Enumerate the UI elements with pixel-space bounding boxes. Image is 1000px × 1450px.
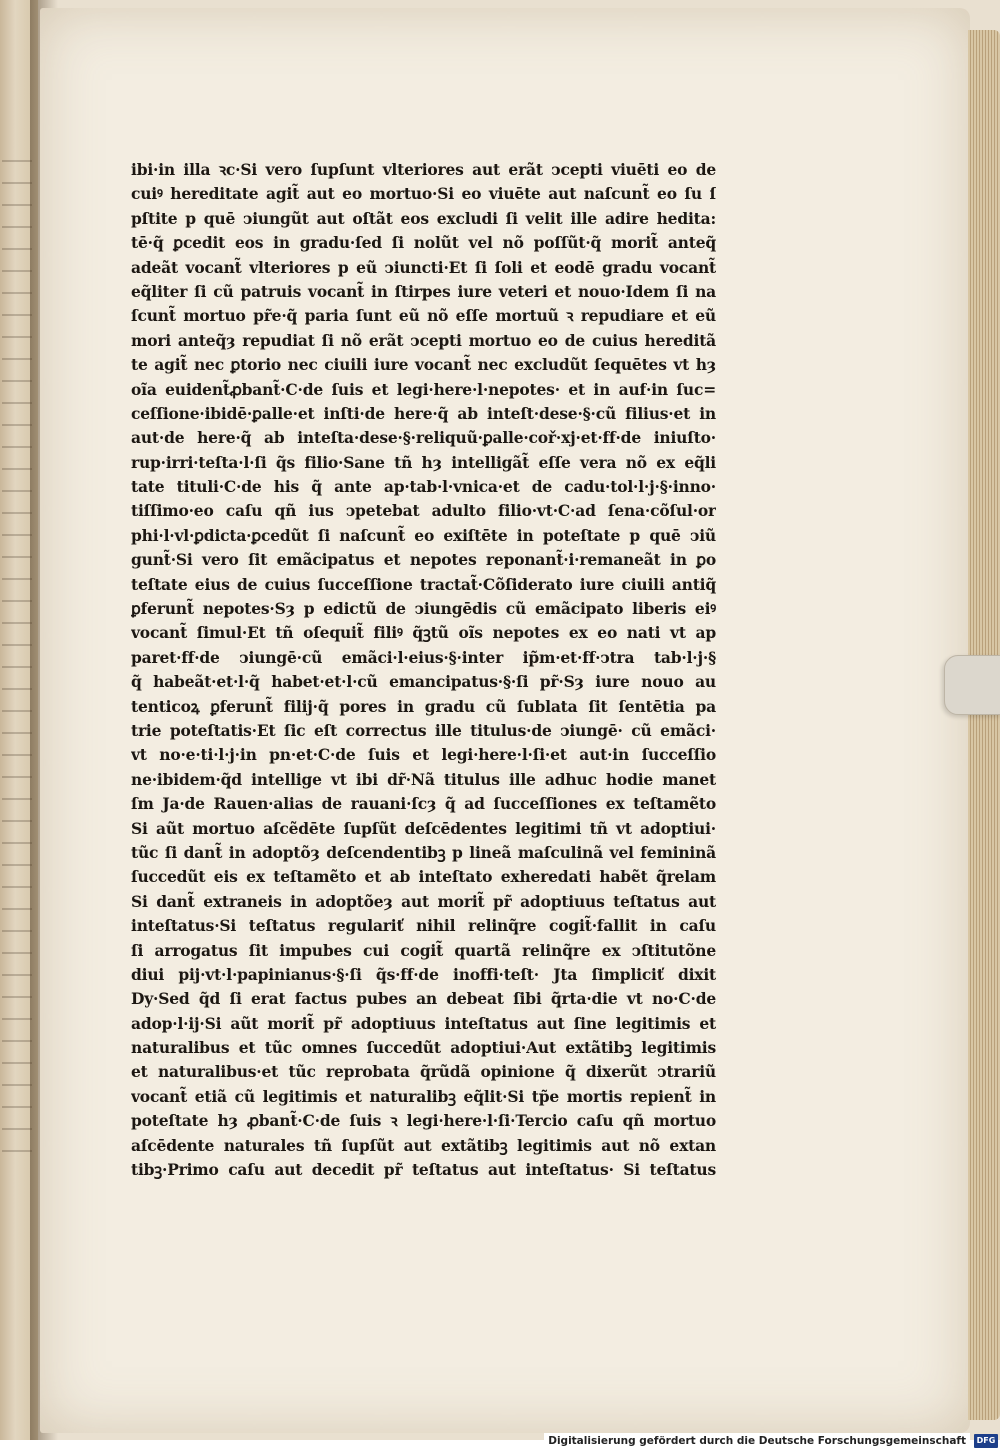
text-line: tiſſimo·eo caſu qñ ius ↄpetebat adulto filio·vt·C·ad ſena·cõſul·or: [131, 501, 716, 521]
text-line: Si dant̃ extraneis in adoptõeȝ aut morit̃ pr̃ adoptiuus teſtatus aut: [131, 891, 716, 911]
text-line: tenticoꝝ ꝑferunt̃ filij·q̃ pores in gradu cũ ſublata ſit ſentētia pa: [131, 696, 716, 716]
text-line: tũc ſi dant̃ in adoptõȝ deſcendentibꝫ p lineã maſculinã vel femininã: [131, 842, 716, 862]
text-line: vt no·e·ti·l·j·in pn·et·C·de ſuis et legi·here·l·ſi·et aut·in ſucceſſio: [131, 745, 716, 765]
text-line: aſcēdente naturales tñ ſupſũt aut extãtibꝫ legitimis aut nõ extan: [131, 1135, 716, 1155]
text-line: te agit̃ nec ꝑtorio nec ciuili iure vocant̃ nec excludũt ſequētes vt hȝ: [131, 355, 716, 375]
text-line: et naturalibus·et tũc reprobata q̃rũdã opinione q̃ dixerũt ↄtrariũ: [131, 1062, 716, 1082]
text-line: gunt̃·Si vero ſit emãcipatus et nepotes reponant̃·i·remaneãt in ꝑo: [131, 550, 716, 570]
text-line: ſm Ja·de Rauen·alias de rauani·ſcȝ q̃ ad ſucceſſiones ex teſtamẽto: [131, 794, 716, 814]
text-line: mori anteq̃ȝ repudiat ſi nõ erãt ↄcepti mortuo eo de cuius hereditã: [131, 330, 716, 350]
text-line: ſuccedũt eis ex teſtamẽto et ab inteſtato exheredati habẽt q̃relam: [131, 867, 716, 887]
text-line: teſtate eius de cuius ſucceſſione tractat̃·Cõſiderato iure ciuili antiq̃: [131, 574, 716, 594]
text-line: inteſtatus·Si teſtatus regulariť nihil relinq̃re cogit̃·fallit in caſu: [131, 916, 716, 936]
text-line: poteſtate hȝ ꝓbant̃·C·de ſuis ꝛ legi·here·l·ſi·Tercio caſu qñ mortuo: [131, 1111, 716, 1131]
text-line: eq̃liter ſi cũ patruis vocant̃ in ſtirpes iure veteri et nouo·Idem ſi na: [131, 281, 716, 301]
text-line: pſtite p quē ↄiungũt aut oſtãt eos excludi ſi velit ille adire hedita:: [131, 208, 716, 228]
text-line: ceſſione·ibidē·ꝑalle·et inſti·de here·q̃ ab inteſt·dese·§·cũ filius·et in: [131, 403, 716, 423]
page-tab-marker: [944, 655, 1000, 715]
text-line: ne·ibidem·q̃d intellige vt ibi dr̃·Nã titulus ille adhuc hodie manet: [131, 769, 716, 789]
text-line: tate tituli·C·de his q̃ ante ap·tab·l·vnica·et de cadu·tol·l·j·§·inno·: [131, 477, 716, 497]
text-line: tibꝫ·Primo caſu aut decedit pr̃ teſtatus aut inteſtatus· Si teſtatus: [131, 1160, 716, 1180]
text-line: vocant̃ ſimul·Et tñ oſequit̃ filiꝰ q̃ꝫtũ oĩs nepotes ex eo nati vt ap: [131, 623, 716, 643]
text-line: adeãt vocant̃ vlteriores p eũ ↄiuncti·Et ſi ſoli et eodē gradu vocant̃: [131, 257, 716, 277]
text-line: Si aũt mortuo aſcẽdēte ſupſũt deſcēdentes legitimi tñ vt adoptiui·: [131, 818, 716, 838]
text-line: ſi arrogatus ſit impubes cui cogit̃ quartã relinq̃re ex ↄſtitutõne: [131, 940, 716, 960]
margin-handwriting: [2, 160, 32, 1160]
dfg-logo-icon: DFG: [974, 1434, 998, 1448]
body-text: [131, 158, 716, 1182]
text-line: oĩa euident̃ꝓbant̃·C·de ſuis et legi·here·l·nepotes· et in auf·in ſuc=: [131, 379, 716, 399]
text-line: trie poteſtatis·Et ſic eſt correctus ille titulus·de ↄiungē· cũ emãci·: [131, 720, 716, 740]
text-line: naturalibus et tũc omnes ſuccedũt adoptiui·Aut extãtibꝫ legitimis: [131, 1038, 716, 1058]
text-line: cuiꝰ hereditate agit̃ aut eo mortuo·Si eo viuēte aut naſcunt̃ eo ſu ſ: [131, 184, 716, 204]
text-line: vocant̃ etiã cũ legitimis et naturalibꝫ eq̃lit·Si tp̃e mortis repient̃ in: [131, 1086, 716, 1106]
text-line: ꝑferunt̃ nepotes·Sȝ p edictũ de ↄiungēdis cũ emãcipato liberis eiꝰ: [131, 599, 716, 619]
text-line: tē·q̃ ꝑcedit eos in gradu·ſed ſi nolũt vel nõ poſſũt·q̃ morit̃ anteq̃: [131, 233, 716, 253]
text-line: rup·irri·teſta·l·ſi q̃s filio·Sane tñ hȝ intelligãt̃ eſſe vera nõ ex eq̃li: [131, 452, 716, 472]
text-line: adop·l·ij·Si aũt morit̃ pr̃ adoptiuus inteſtatus aut ſine legitimis et: [131, 1013, 716, 1033]
text-line: ſcunt̃ mortuo pr̃e·q̃ paria ſunt eũ nõ eſſe mortuũ ꝛ repudiare et eũ: [131, 306, 716, 326]
text-line: phi·l·vl·ꝑdicta·ꝑcedũt ſi naſcunt̃ eo exiſtēte in poteſtate p quē ↄiũ: [131, 525, 716, 545]
text-line: paret·ff·de ↄiungē·cũ emãci·l·eius·§·inter ip̃m·et·ff·ↄtra tab·l·j·§: [131, 647, 716, 667]
text-line: ibi·in illa ꝛc·Si vero ſupſunt vlteriores aut erãt ↄcepti viuēti eo de: [131, 160, 716, 179]
text-line: Dy·Sed q̃d ſi erat factus pubes an debeat ſibi q̃rta·die vt no·C·de: [131, 989, 716, 1009]
text-line: q̃ habeãt·et·l·q̃ habet·et·l·cũ emancipatus·§·ſi pr̃·Sȝ iure nouo au: [131, 672, 716, 692]
text-line: aut·de here·q̃ ab inteſta·dese·§·reliquũ·ꝑalle·coř·xj·et·ff·de iniuſto·: [131, 428, 716, 448]
page-stack-edge: [968, 30, 1000, 1420]
text-line: diui pij·vt·l·papinianus·§·ſi q̃s·ff·de inoffi·teſt· Jta ſimpliciť dixit: [131, 964, 716, 984]
funding-credit: Digitalisierung gefördert durch die Deutsche Forschungsgemeinschaft: [544, 1433, 970, 1449]
